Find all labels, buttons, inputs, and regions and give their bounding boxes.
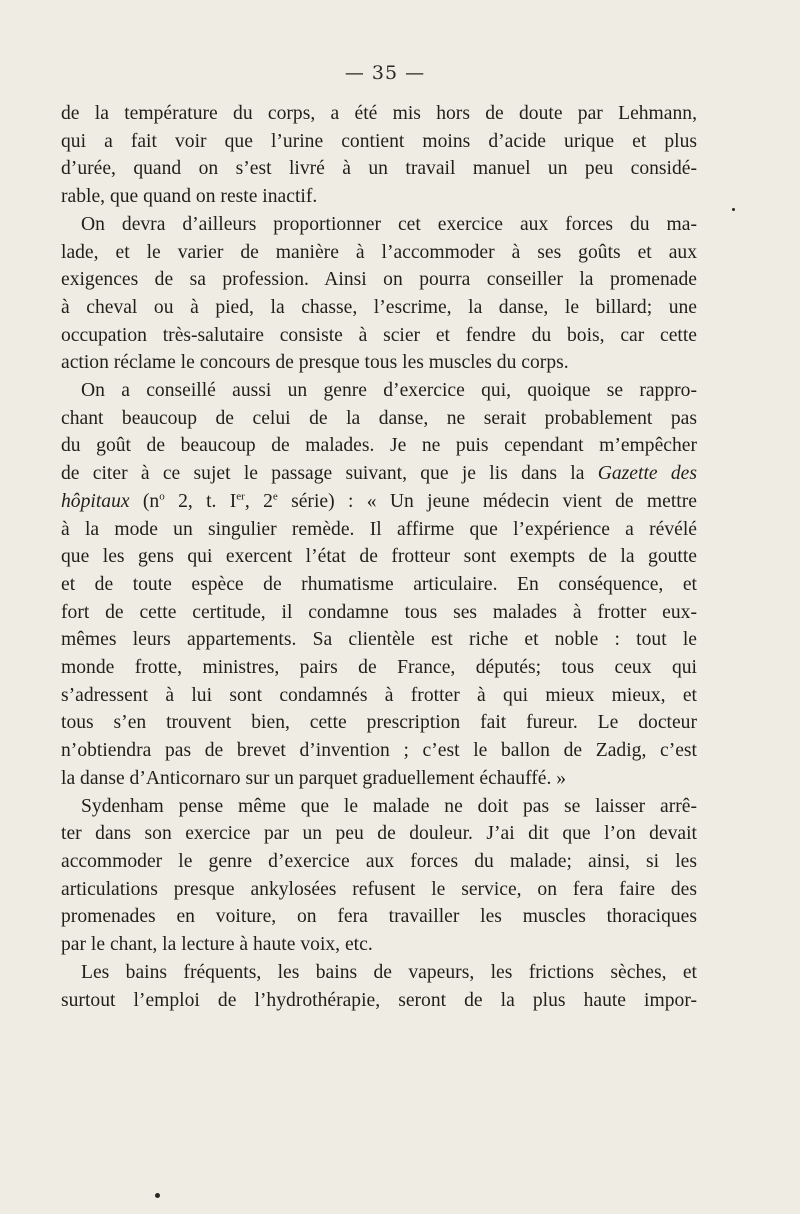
text-segment: monde frotte, ministres, pairs de France, députés; tous ceux qui (61, 657, 697, 679)
text-line (61, 155, 697, 183)
text-segment: mêmes leurs appartements. Sa clientèle est riche et noble : tout le (61, 629, 697, 651)
italic-text: Gazette des (597, 463, 697, 485)
text-line (61, 599, 697, 627)
text-line (61, 432, 697, 460)
text-line (61, 682, 697, 710)
text-segment: qui a fait voir que l’urine contient moins d’acide urique et plus (61, 130, 697, 152)
text-line (61, 294, 697, 322)
text-line (61, 128, 697, 156)
text-line (61, 571, 697, 599)
text-segment: et de toute espèce de rhumatisme articulaire. En conséquence, et (61, 573, 697, 595)
text-segment: promenades en voiture, on fera travailler les muscles thoraciques (61, 906, 697, 928)
text-segment: de la température du corps, a été mis hors de doute par Lehmann, (61, 103, 697, 124)
text-segment: série) : « Un jeune médecin vient de mettre (277, 490, 697, 512)
text-line (61, 460, 697, 488)
superscript: o (159, 490, 165, 503)
text-segment: s’adressent à lui sont condamnés à frotter à qui mieux mieux, et (61, 684, 697, 706)
superscript: e (272, 490, 278, 503)
text-line (61, 516, 697, 544)
text-segment: lade, et le varier de manière à l’accommoder à ses goûts et aux (61, 241, 697, 263)
text-line (61, 239, 697, 267)
text-segment: exigences de sa profession. Ainsi on pourra conseiller la promenade (61, 269, 697, 291)
text-line (61, 737, 697, 765)
text-line (61, 211, 697, 239)
text-segment: à la mode un singulier remède. Il affirme que l’expérience a révélé (61, 518, 697, 540)
text-segment: Les bains fréquents, les bains de vapeurs, les frictions sèches, et (81, 961, 697, 983)
text-line (61, 793, 697, 821)
text-line (61, 654, 697, 682)
text-segment: de citer à ce sujet le passage suivant, que je lis dans la (61, 463, 598, 485)
text-segment: la danse d’Anticornaro sur un parquet graduellement échauffé. » (61, 767, 567, 789)
text-segment: (n (129, 490, 160, 512)
text-line (61, 959, 697, 987)
text-line (61, 626, 697, 654)
text-segment: fort de cette certitude, il condamne tous ses malades à frotter eux- (61, 601, 697, 623)
text-segment: Sydenham pense même que le malade ne doit pas se laisser arrê- (81, 795, 697, 817)
italic-text: hôpitaux (61, 490, 130, 512)
text-segment: à cheval ou à pied, la chasse, l’escrime, la danse, le billard; une (61, 296, 697, 318)
text-line (61, 266, 697, 294)
text-line (61, 322, 697, 350)
text-segment: chant beaucoup de celui de la danse, ne serait probablement pas (61, 407, 697, 429)
text-line (61, 848, 697, 876)
text-line (61, 903, 697, 931)
text-line (61, 820, 697, 848)
text-segment: que les gens qui exercent l’état de frotteur sont exempts de la goutte (61, 546, 697, 568)
text-line (61, 349, 697, 377)
text-line (61, 183, 697, 211)
text-line (61, 377, 697, 405)
text-line (61, 543, 697, 571)
text-segment: d’urée, quand on s’est livré à un travail manuel un peu considé- (61, 158, 697, 180)
text-segment: action réclame le concours de presque tous les muscles du corps. (61, 352, 569, 374)
ink-speck (732, 208, 735, 211)
text-line (61, 709, 697, 737)
text-line (61, 931, 697, 959)
text-segment: On a conseillé aussi un genre d’exercice qui, quoique se rappro- (81, 380, 697, 402)
text-segment: tous s’en trouvent bien, cette prescription fait fureur. Le docteur (61, 712, 697, 734)
text-segment: 2, t. I (164, 490, 237, 512)
page-number: — 35 — (344, 62, 426, 84)
text-segment: du goût de beaucoup de malades. Je ne puis cependant m’empêcher (61, 435, 697, 457)
text-segment: occupation très-salutaire consiste à scier et fendre du bois, car cette (61, 324, 697, 346)
text-line (61, 488, 697, 516)
text-segment: ter dans son exercice par un peu de douleur. J’ai dit que l’on devait (61, 823, 697, 845)
text-line (61, 987, 697, 1015)
text-line (61, 405, 697, 433)
text-line (61, 100, 697, 128)
superscript: er (236, 490, 245, 503)
text-segment: On devra d’ailleurs proportionner cet exercice aux forces du ma- (81, 213, 697, 235)
text-segment: accommoder le genre d’exercice aux forces du malade; ainsi, si les (61, 850, 697, 872)
text-segment: , 2 (244, 490, 273, 512)
text-line (61, 876, 697, 904)
text-segment: n’obtiendra pas de brevet d’invention ; c’est le ballon de Zadig, c’est (61, 740, 697, 762)
text-segment: articulations presque ankylosées refusent le service, on fera faire des (61, 878, 697, 900)
text-segment: surtout l’emploi de l’hydrothérapie, seront de la plus haute impor- (61, 989, 697, 1011)
text-segment: par le chant, la lecture à haute voix, etc. (61, 934, 373, 956)
text-line (61, 765, 697, 793)
text-segment: rable, que quand on reste inactif. (61, 186, 318, 208)
ink-speck (155, 1193, 160, 1198)
body-text (61, 100, 697, 1014)
